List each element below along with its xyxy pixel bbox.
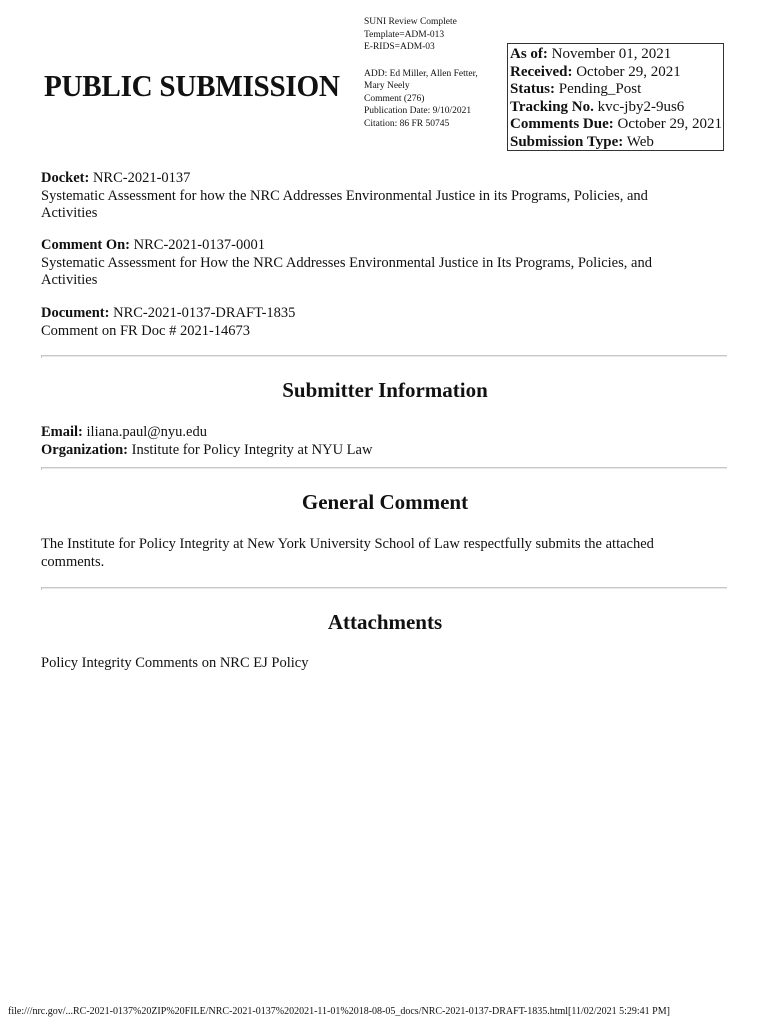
due-row	[510, 116, 723, 134]
type-row	[510, 134, 723, 152]
organization-value: Institute for Policy Integrity at NYU Law	[131, 441, 373, 458]
comment-on-title-line: Activities	[41, 272, 98, 288]
divider	[41, 467, 727, 469]
tracking-label: Tracking No.	[510, 98, 594, 115]
review-stamp	[364, 16, 504, 130]
comment-on-label: Comment On:	[41, 237, 131, 253]
footer-url: file:///nrc.gov/...RC-2021-0137%20ZIP%20FILE/NRC-2021-0137%202021-11-01%2018-08-05_docs/NRC-2021-0137-DRAFT-1835.html[11/02/2021 5:29:41 PM]	[8, 1006, 670, 1017]
due-label: Comments Due:	[510, 116, 614, 133]
stamp-line: Comment (276)	[364, 93, 425, 104]
stamp-line: ADD: Ed Miller, Allen Fetter,	[364, 68, 478, 79]
document-label: Document:	[41, 305, 110, 321]
attachment-item: Policy Integrity Comments on NRC EJ Policy	[41, 655, 309, 671]
docket-title-line: Activities	[41, 205, 98, 221]
attachments-heading: Attachments	[327, 610, 443, 634]
received-value: October 29, 2021	[576, 63, 681, 80]
due-value: October 29, 2021	[617, 116, 723, 133]
document-subtitle: Comment on FR Doc # 2021-14673	[41, 322, 251, 339]
docket-title-line: Systematic Assessment for how the NRC Addresses Environmental Justice in its Programs, Policies, and	[41, 187, 648, 204]
submission-info-box	[507, 43, 724, 151]
stamp-line: Citation: 86 FR 50745	[364, 118, 450, 129]
comment-on-title-line: Systematic Assessment for How the NRC Addresses Environmental Justice in Its Programs, Policies, and	[41, 254, 652, 271]
stamp-line: SUNI Review Complete	[364, 17, 457, 27]
general-comment-heading: General Comment	[301, 490, 469, 514]
status-value: Pending_Post	[558, 81, 642, 98]
received-row	[510, 64, 723, 82]
received-label: Received:	[510, 63, 573, 80]
page-title: PUBLIC SUBMISSION	[44, 68, 340, 103]
tracking-value: kvc-jby2-9us6	[597, 98, 685, 115]
comment-text-line: The Institute for Policy Integrity at New York University School of Law respectfully submits the attached	[41, 536, 654, 552]
docket-section	[41, 170, 731, 223]
type-value: Web	[626, 133, 654, 150]
tracking-row	[510, 99, 723, 117]
stamp-line: E-RIDS=ADM-03	[364, 42, 435, 52]
stamp-line: Mary Neely	[364, 81, 410, 91]
docket-label: Docket:	[41, 170, 90, 186]
document-id: NRC-2021-0137-DRAFT-1835	[113, 305, 296, 321]
organization-label: Organization:	[41, 441, 128, 458]
as-of-row	[510, 46, 723, 64]
submitter-section	[41, 424, 731, 459]
docket-id: NRC-2021-0137	[92, 170, 191, 186]
status-label: Status:	[510, 81, 556, 98]
email-label: Email:	[41, 424, 83, 440]
as-of-value: November 01, 2021	[551, 46, 672, 62]
stamp-line: Template=ADM-013	[364, 29, 445, 40]
divider	[41, 587, 727, 589]
submitter-heading: Submitter Information	[282, 378, 488, 402]
comment-text-line: comments.	[41, 553, 105, 570]
type-label: Submission Type:	[510, 133, 624, 150]
general-comment-section	[41, 536, 731, 571]
divider	[41, 355, 727, 357]
attachments-section	[41, 655, 731, 673]
document-section	[41, 305, 731, 340]
comment-on-section	[41, 237, 731, 290]
status-row	[510, 81, 723, 99]
stamp-line: Publication Date: 9/10/2021	[364, 106, 472, 116]
email-value: iliana.paul@nyu.edu	[86, 424, 207, 440]
comment-on-id: NRC-2021-0137-0001	[133, 237, 265, 253]
as-of-label: As of:	[510, 46, 548, 62]
